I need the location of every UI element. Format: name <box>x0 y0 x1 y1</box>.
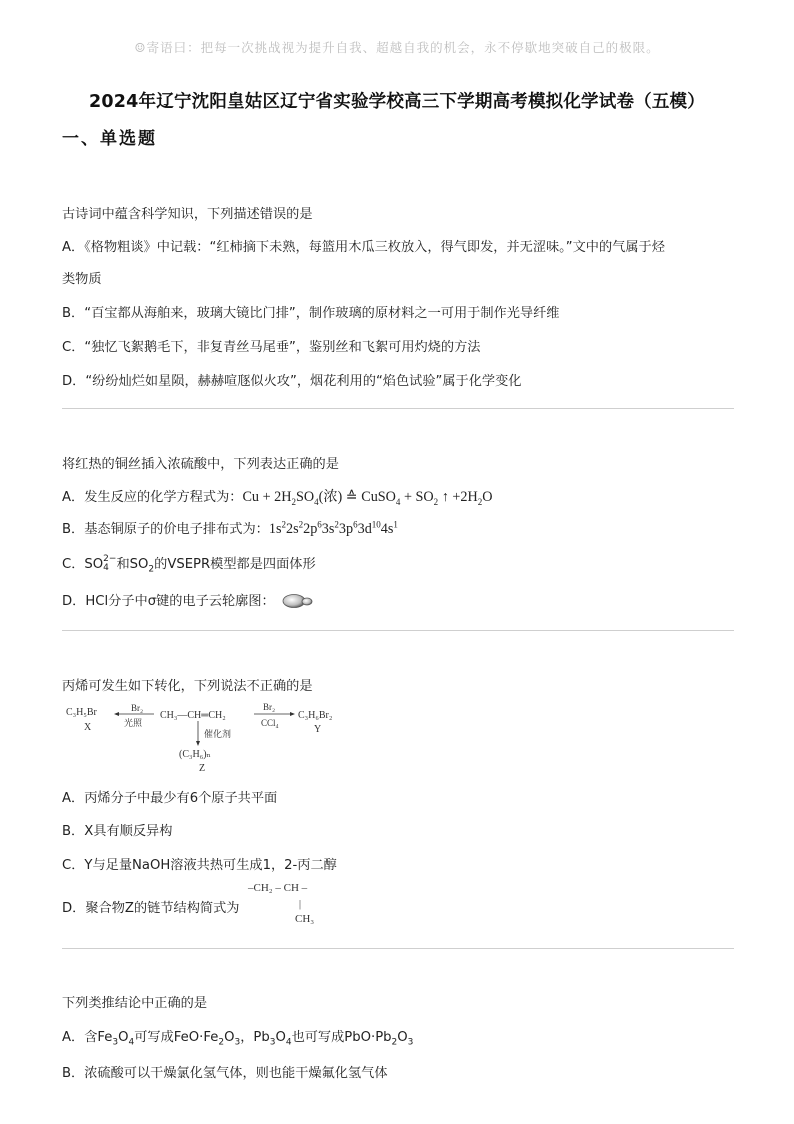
orbital-term: $2s^2$ <box>285 519 304 537</box>
q2-option-c: C．SO 2− 4 和$SO_2$的VSEPR模型都是四面体形 <box>62 554 316 575</box>
q3-option-b: B．X具有顺反异构 <box>62 824 173 839</box>
ccl4-condition: CCl₄ <box>261 718 279 728</box>
q2-option-b-text: B．基态铜原子的价电子排布式为： <box>62 522 269 537</box>
divider <box>62 948 734 949</box>
q3-stem: 丙烯可发生如下转化，下列说法不正确的是 <box>62 679 313 694</box>
q2-option-a-text: A．发生反应的化学方程式为： <box>62 490 243 505</box>
page-title: 2024年辽宁沈阳皇姑区辽宁省实验学校高三下学期高考模拟化学试卷（五模） <box>89 92 705 112</box>
light-condition: 光照 <box>124 718 143 728</box>
orbital-term: $3s^2$ <box>321 519 339 537</box>
orbital-term: $3d^{10}$ <box>357 519 381 537</box>
q1-option-d: D．“纷纷灿烂如星陨，赫赫喧豗似火攻”，烟花利用的“焰色试验”属于化学变化 <box>62 374 522 389</box>
orbital-term: $2p^6$ <box>303 519 322 537</box>
br2-left: Br₂ <box>131 703 144 713</box>
x-label: X <box>84 722 92 733</box>
br2-right: Br₂ <box>263 702 276 712</box>
polymer-unit-structure <box>246 879 336 927</box>
sigma-bond-cloud-image <box>281 593 315 609</box>
section-heading: 一、单选题 <box>62 129 157 149</box>
q1-option-a: A．《格物粗谈》中记载：“红柿摘下未熟，每篮用木瓜三枚放入，得气即发，并无涩味。”文中的气属于烃 <box>62 240 665 255</box>
q2-equation: $Cu + 2H_2SO_4$(浓) ≙ CuSO$_4$ + $SO_2$ ↑ $+2H_2O$ <box>242 489 493 507</box>
electron-configuration <box>269 521 398 537</box>
q2-option-a <box>62 486 492 506</box>
q3-option-d: D．聚合物Z的链节结构简式为 <box>62 901 240 916</box>
struct-top: –CH₂ – CH – <box>248 882 308 894</box>
orbital-term: $4s^1$ <box>380 519 398 537</box>
y-formula: C₃H₆Br₂ <box>298 710 333 721</box>
orbital-term: $1s^2$ <box>268 519 286 537</box>
q1-option-b: B．“百宝都从海舶来，玻璃大镜比门排”，制作玻璃的原材料之一可用于制作光导纤维 <box>62 306 560 321</box>
q3-option-c: C．Y与足量NaOH溶液共热可生成1，2-丙二醇 <box>62 858 337 873</box>
motto-header: ☺寄语曰：把每一次挑战视为提升自我、超越自我的机会，永不停歇地突破自己的极限。 <box>134 40 660 55</box>
x-formula: C₃H₅Br <box>66 707 97 718</box>
q1-option-c: C．“独忆飞絮鹅毛下，非复青丝马尾垂”，鉴别丝和飞絮可用灼烧的方法 <box>62 340 481 355</box>
orbital-term: $3p^6$ <box>338 519 358 537</box>
struct-bar: | <box>299 899 302 910</box>
struct-bottom: CH₃ <box>295 913 315 925</box>
propene-formula: CH₃—CH═CH₂ <box>160 710 226 721</box>
catalyst-condition: 催化剂 <box>204 729 232 739</box>
z-label: Z <box>199 763 206 774</box>
q4-stem: 下列类推结论中正确的是 <box>62 996 208 1011</box>
q4-option-a: A．含$Fe_3O_4$可写成$FeO\cdot Fe_2O_3$，$Pb_3O_4$也可写成$PbO\cdot Pb_2O_3$ <box>62 1030 414 1048</box>
z-formula: (C₃H₆)ₙ <box>179 749 211 760</box>
reaction-scheme <box>62 699 362 775</box>
q3-option-a: A．丙烯分子中最少有6个原子共平面 <box>62 791 278 806</box>
divider <box>62 630 734 631</box>
sulfate-formula: SO 2− 4 <box>84 554 117 573</box>
q1-stem: 古诗词中蕴含科学知识，下列描述错误的是 <box>62 207 313 222</box>
y-label: Y <box>314 724 322 735</box>
q1-option-a-cont: 类物质 <box>62 272 102 287</box>
q2-stem: 将红热的铜丝插入浓硫酸中，下列表达正确的是 <box>62 457 339 472</box>
q4-option-b: B．浓硫酸可以干燥氯化氢气体，则也能干燥氟化氢气体 <box>62 1066 388 1081</box>
divider <box>62 408 734 409</box>
q2-option-b <box>62 518 398 538</box>
q2-option-d: D．HCl分子中σ键的电子云轮廓图： <box>62 590 315 609</box>
